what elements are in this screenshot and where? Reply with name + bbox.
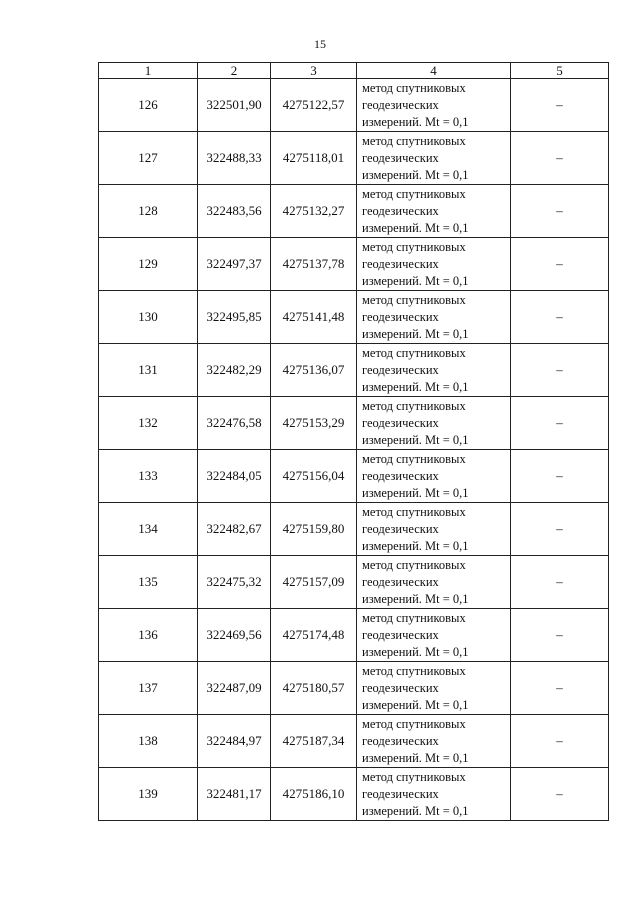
method-cell: [357, 185, 511, 238]
note-cell: –: [511, 768, 609, 821]
method-line: измерений. Mt = 0,1: [362, 273, 469, 288]
table-row: [99, 79, 609, 132]
y-coordinate-cell: 4275157,09: [271, 556, 357, 609]
column-header-3: 3: [271, 63, 357, 79]
point-number-cell: 137: [99, 662, 198, 715]
y-coordinate-cell: 4275137,78: [271, 238, 357, 291]
point-number-cell: 129: [99, 238, 198, 291]
y-coordinate-cell: 4275136,07: [271, 344, 357, 397]
column-header-2: 2: [198, 63, 271, 79]
x-coordinate-cell: 322482,67: [198, 503, 271, 556]
y-coordinate-cell: 4275132,27: [271, 185, 357, 238]
y-coordinate-cell: 4275118,01: [271, 132, 357, 185]
x-coordinate-cell: 322501,90: [198, 79, 271, 132]
method-line: метод спутниковых: [362, 716, 466, 731]
method-line: геодезических: [362, 574, 439, 589]
table-row: [99, 503, 609, 556]
table-row: [99, 291, 609, 344]
x-coordinate-cell: 322483,56: [198, 185, 271, 238]
point-number-cell: 128: [99, 185, 198, 238]
point-number-cell: 130: [99, 291, 198, 344]
x-coordinate-cell: 322482,29: [198, 344, 271, 397]
method-line: измерений. Mt = 0,1: [362, 485, 469, 500]
method-line: геодезических: [362, 309, 439, 324]
point-number-cell: 132: [99, 397, 198, 450]
y-coordinate-cell: 4275186,10: [271, 768, 357, 821]
method-line: геодезических: [362, 680, 439, 695]
table-row: [99, 715, 609, 768]
x-coordinate-cell: 322481,17: [198, 768, 271, 821]
method-line: метод спутниковых: [362, 80, 466, 95]
y-coordinate-cell: 4275174,48: [271, 609, 357, 662]
method-line: метод спутниковых: [362, 451, 466, 466]
note-cell: –: [511, 662, 609, 715]
table-row: [99, 238, 609, 291]
y-coordinate-cell: 4275159,80: [271, 503, 357, 556]
method-cell: [357, 768, 511, 821]
method-line: метод спутниковых: [362, 769, 466, 784]
method-line: метод спутниковых: [362, 239, 466, 254]
table-row: [99, 556, 609, 609]
point-number-cell: 139: [99, 768, 198, 821]
method-line: метод спутниковых: [362, 663, 466, 678]
column-header-1: 1: [99, 63, 198, 79]
method-cell: [357, 397, 511, 450]
method-line: измерений. Mt = 0,1: [362, 326, 469, 341]
x-coordinate-cell: 322484,05: [198, 450, 271, 503]
point-number-cell: 126: [99, 79, 198, 132]
x-coordinate-cell: 322495,85: [198, 291, 271, 344]
note-cell: –: [511, 556, 609, 609]
x-coordinate-cell: 322469,56: [198, 609, 271, 662]
x-coordinate-cell: 322484,97: [198, 715, 271, 768]
method-line: метод спутниковых: [362, 292, 466, 307]
method-line: геодезических: [362, 415, 439, 430]
note-cell: –: [511, 344, 609, 397]
method-line: измерений. Mt = 0,1: [362, 591, 469, 606]
table-body: [99, 79, 609, 821]
note-cell: –: [511, 79, 609, 132]
method-line: измерений. Mt = 0,1: [362, 114, 469, 129]
method-cell: [357, 715, 511, 768]
note-cell: –: [511, 450, 609, 503]
method-line: геодезических: [362, 256, 439, 271]
method-line: измерений. Mt = 0,1: [362, 167, 469, 182]
method-line: измерений. Mt = 0,1: [362, 379, 469, 394]
method-line: измерений. Mt = 0,1: [362, 803, 469, 818]
note-cell: –: [511, 609, 609, 662]
x-coordinate-cell: 322475,32: [198, 556, 271, 609]
method-line: метод спутниковых: [362, 133, 466, 148]
x-coordinate-cell: 322488,33: [198, 132, 271, 185]
point-number-cell: 131: [99, 344, 198, 397]
method-cell: [357, 503, 511, 556]
method-line: геодезических: [362, 203, 439, 218]
y-coordinate-cell: 4275153,29: [271, 397, 357, 450]
method-line: метод спутниковых: [362, 186, 466, 201]
table-row: [99, 185, 609, 238]
table-row: [99, 662, 609, 715]
point-number-cell: 133: [99, 450, 198, 503]
method-line: геодезических: [362, 97, 439, 112]
method-cell: [357, 79, 511, 132]
point-number-cell: 138: [99, 715, 198, 768]
method-line: метод спутниковых: [362, 398, 466, 413]
point-number-cell: 134: [99, 503, 198, 556]
table-row: [99, 450, 609, 503]
method-cell: [357, 662, 511, 715]
coordinates-table: [98, 62, 609, 821]
page-number: 15: [314, 37, 326, 51]
method-line: геодезических: [362, 521, 439, 536]
method-cell: [357, 556, 511, 609]
method-cell: [357, 291, 511, 344]
note-cell: –: [511, 238, 609, 291]
method-line: метод спутниковых: [362, 504, 466, 519]
method-cell: [357, 132, 511, 185]
method-line: геодезических: [362, 362, 439, 377]
x-coordinate-cell: 322476,58: [198, 397, 271, 450]
method-line: измерений. Mt = 0,1: [362, 432, 469, 447]
point-number-cell: 136: [99, 609, 198, 662]
method-line: геодезических: [362, 150, 439, 165]
point-number-cell: 135: [99, 556, 198, 609]
note-cell: –: [511, 185, 609, 238]
y-coordinate-cell: 4275122,57: [271, 79, 357, 132]
method-line: измерений. Mt = 0,1: [362, 697, 469, 712]
column-header-4: 4: [357, 63, 511, 79]
table-row: [99, 132, 609, 185]
note-cell: –: [511, 291, 609, 344]
method-line: измерений. Mt = 0,1: [362, 538, 469, 553]
method-cell: [357, 450, 511, 503]
y-coordinate-cell: 4275156,04: [271, 450, 357, 503]
method-cell: [357, 609, 511, 662]
method-line: измерений. Mt = 0,1: [362, 750, 469, 765]
table-row: [99, 609, 609, 662]
column-header-5: 5: [511, 63, 609, 79]
method-line: метод спутниковых: [362, 557, 466, 572]
table-row: [99, 344, 609, 397]
y-coordinate-cell: 4275180,57: [271, 662, 357, 715]
method-cell: [357, 344, 511, 397]
method-line: геодезических: [362, 468, 439, 483]
method-cell: [357, 238, 511, 291]
table-row: [99, 397, 609, 450]
x-coordinate-cell: 322497,37: [198, 238, 271, 291]
method-line: измерений. Mt = 0,1: [362, 644, 469, 659]
method-line: измерений. Mt = 0,1: [362, 220, 469, 235]
table-row: [99, 768, 609, 821]
method-line: метод спутниковых: [362, 345, 466, 360]
note-cell: –: [511, 132, 609, 185]
x-coordinate-cell: 322487,09: [198, 662, 271, 715]
point-number-cell: 127: [99, 132, 198, 185]
table-header-row: [99, 63, 609, 79]
method-line: геодезических: [362, 627, 439, 642]
method-line: метод спутниковых: [362, 610, 466, 625]
y-coordinate-cell: 4275141,48: [271, 291, 357, 344]
y-coordinate-cell: 4275187,34: [271, 715, 357, 768]
note-cell: –: [511, 503, 609, 556]
note-cell: –: [511, 397, 609, 450]
method-line: геодезических: [362, 733, 439, 748]
note-cell: –: [511, 715, 609, 768]
method-line: геодезических: [362, 786, 439, 801]
